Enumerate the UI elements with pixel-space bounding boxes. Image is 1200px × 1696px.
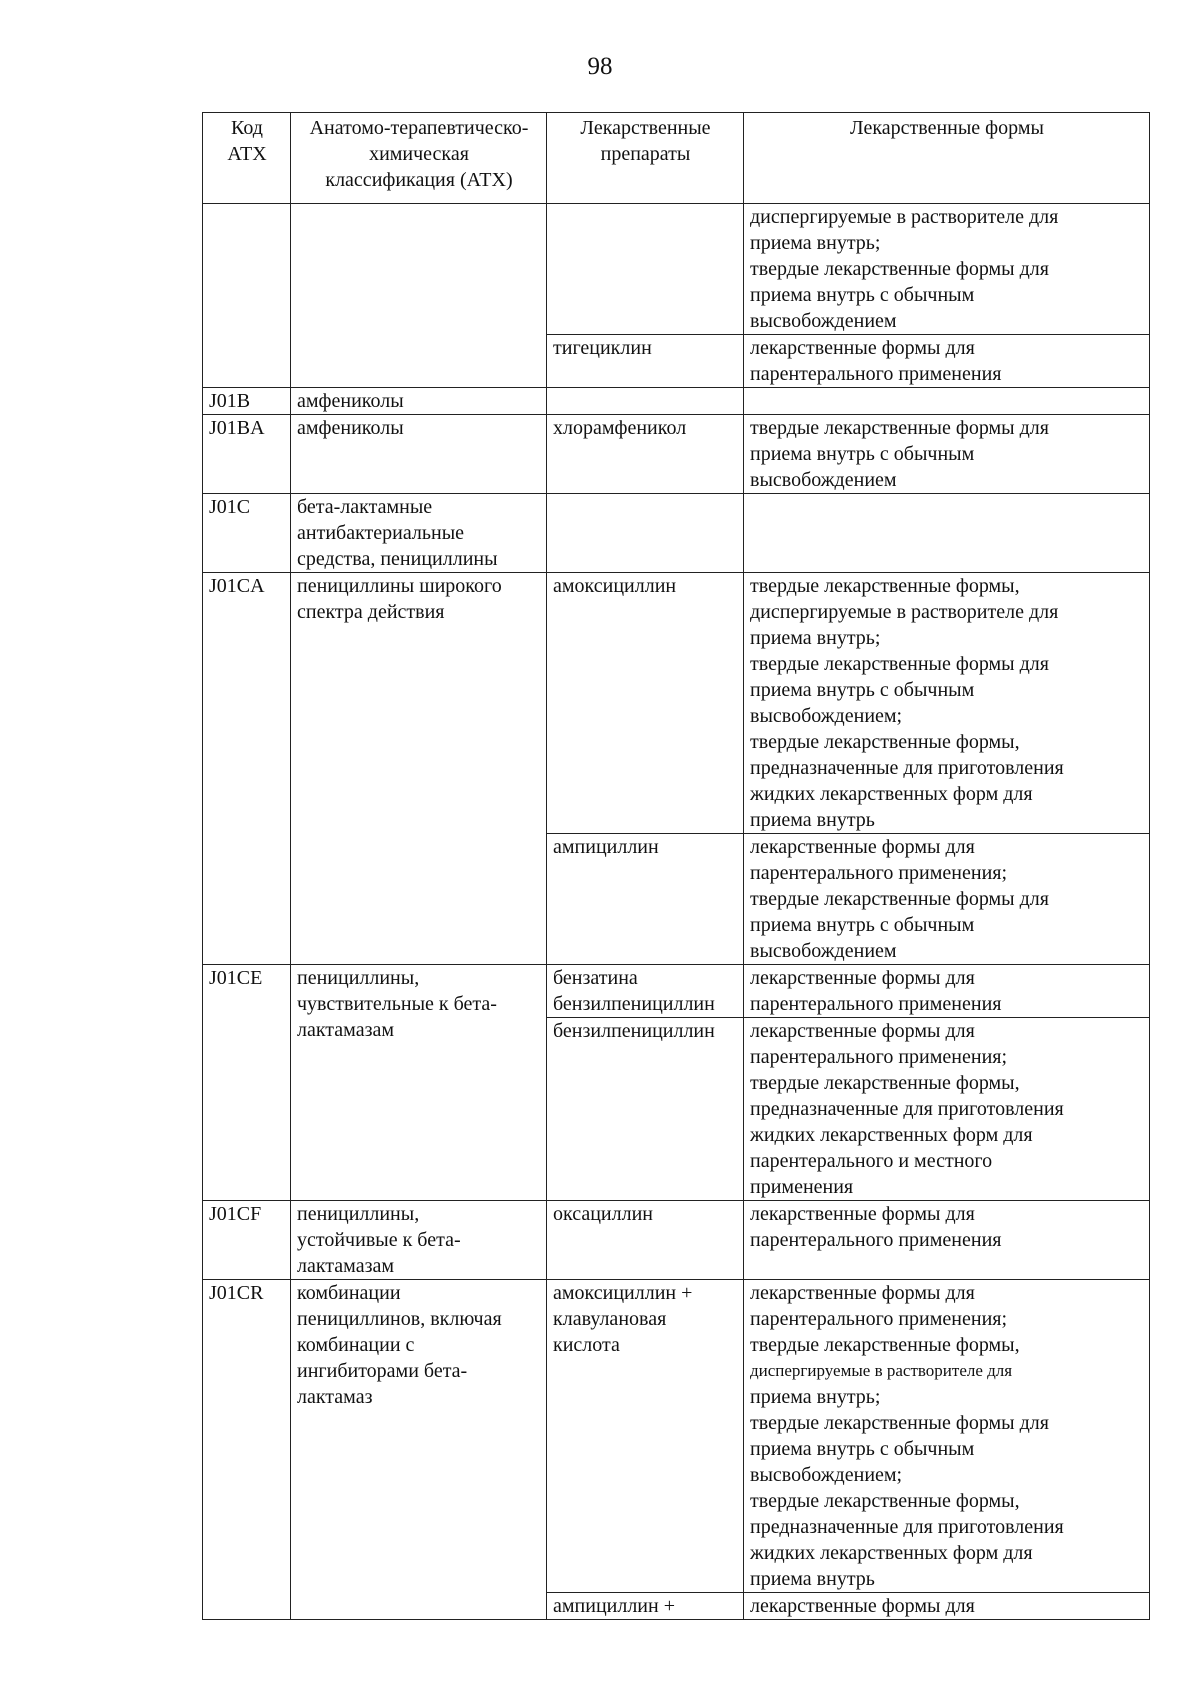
cell-drug: амоксициллин + клавулановая кислота	[547, 1280, 744, 1593]
cell-drug: хлорамфеникол	[547, 415, 744, 494]
cell-drug: бензилпенициллин	[547, 1018, 744, 1201]
cell-code: J01CR	[203, 1280, 291, 1620]
cell-code: J01CA	[203, 573, 291, 965]
cell-drug: тигециклин	[547, 335, 744, 388]
cell-forms: лекарственные формы для парентерального применения; твердые лекарственные формы, предназначенные для приготовления жидких лекарственных форм для парентерального и местного применения	[744, 1018, 1150, 1201]
cell-drug: ампициллин +	[547, 1593, 744, 1620]
cell-drug: оксациллин	[547, 1201, 744, 1280]
cell-class: амфениколы	[291, 415, 547, 494]
cell-drug: бензатина бензилпенициллин	[547, 965, 744, 1018]
cell-code: J01CF	[203, 1201, 291, 1280]
table-row	[203, 388, 1150, 415]
forms-text: лекарственные формы для парентерального применения; твердые лекарственные формы,	[750, 1282, 1020, 1356]
cell-drug	[547, 204, 744, 335]
header-forms: Лекарственные формы	[744, 113, 1150, 204]
cell-forms: лекарственные формы для парентерального применения	[744, 965, 1150, 1018]
table-row	[203, 415, 1150, 494]
cell-forms: лекарственные формы для парентерального применения	[744, 1201, 1150, 1280]
cell-code: J01B	[203, 388, 291, 415]
cell-forms: лекарственные формы для парентерального применения	[744, 335, 1150, 388]
cell-drug	[547, 494, 744, 573]
cell-forms: твердые лекарственные формы, диспергируемые в растворителе для приема внутрь; твердые лекарственные формы для приема внутрь с обычным высвобождением; твердые лекарственные формы, предназначенные для приготовления жидких лекарственных форм для приема внутрь	[744, 573, 1150, 834]
cell-forms	[744, 1280, 1150, 1593]
cell-code	[203, 204, 291, 388]
table-row	[203, 494, 1150, 573]
cell-drug	[547, 388, 744, 415]
header-code: Код АТХ	[203, 113, 291, 204]
cell-code: J01C	[203, 494, 291, 573]
table-row	[203, 1201, 1150, 1280]
forms-text: приема внутрь; твердые лекарственные формы для приема внутрь с обычным высвобождением; твердые лекарственные формы, предназначенные для приготовления жидких лекарственных форм для приема внутрь	[750, 1386, 1064, 1590]
table-row	[203, 573, 1150, 834]
cell-forms: диспергируемые в растворителе для приема внутрь; твердые лекарственные формы для приема внутрь с обычным высвобождением	[744, 204, 1150, 335]
cell-drug: ампициллин	[547, 834, 744, 965]
header-classification: Анатомо-терапевтическо- химическая классификация (АТХ)	[291, 113, 547, 204]
header-drugs: Лекарственные препараты	[547, 113, 744, 204]
cell-class: бета-лактамные антибактериальные средства, пенициллины	[291, 494, 547, 573]
cell-forms: твердые лекарственные формы для приема внутрь с обычным высвобождением	[744, 415, 1150, 494]
cell-class: амфениколы	[291, 388, 547, 415]
cell-forms	[744, 494, 1150, 573]
cell-class	[291, 204, 547, 388]
cell-class: комбинации пенициллинов, включая комбинации с ингибиторами бета- лактамаз	[291, 1280, 547, 1620]
cell-forms	[744, 388, 1150, 415]
table-header-row	[203, 113, 1150, 204]
forms-text-small: диспергируемые в растворителе для	[750, 1361, 1013, 1380]
table-row	[203, 204, 1150, 335]
cell-code: J01CE	[203, 965, 291, 1201]
cell-forms: лекарственные формы для	[744, 1593, 1150, 1620]
table-row	[203, 1280, 1150, 1593]
page-number: 98	[587, 53, 613, 80]
cell-class: пенициллины, устойчивые к бета- лактамазам	[291, 1201, 547, 1280]
cell-class: пенициллины широкого спектра действия	[291, 573, 547, 965]
table-row	[203, 965, 1150, 1018]
cell-drug: амоксициллин	[547, 573, 744, 834]
atx-table	[202, 112, 1150, 1620]
cell-forms: лекарственные формы для парентерального применения; твердые лекарственные формы для приема внутрь с обычным высвобождением	[744, 834, 1150, 965]
cell-class: пенициллины, чувствительные к бета- лактамазам	[291, 965, 547, 1201]
cell-code: J01BA	[203, 415, 291, 494]
